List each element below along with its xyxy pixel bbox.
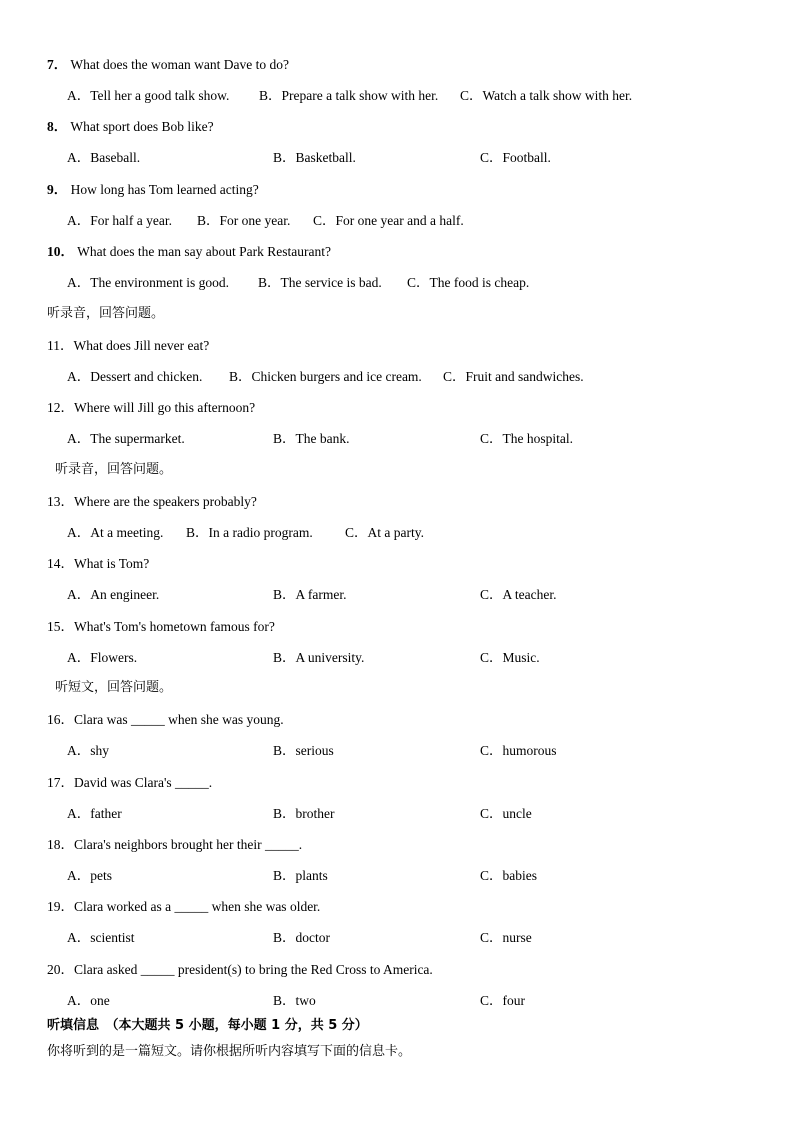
question-text: Clara was _____ when she was young.: [74, 712, 284, 727]
question-number: 11．: [47, 338, 74, 353]
question-text: David was Clara's _____.: [74, 775, 213, 790]
option-b: B．doctor: [273, 930, 330, 945]
question-17: [47, 774, 212, 792]
question-text: What's Tom's hometown famous for?: [74, 619, 275, 634]
question-text: What does Jill never eat?: [73, 338, 210, 353]
option-c: C．uncle: [480, 806, 532, 821]
option-a: A．Flowers.: [67, 650, 138, 665]
option-b: B．A farmer.: [273, 587, 347, 602]
question-text: How long has Tom learned acting?: [70, 182, 259, 197]
question-number: 14．: [47, 556, 74, 571]
question-text: Clara asked _____ president(s) to bring the Red Cross to America.: [74, 962, 433, 977]
question-number: 12．: [47, 400, 74, 415]
option-a: A．The environment is good.: [67, 275, 229, 290]
option-b: B．The bank.: [273, 431, 350, 446]
option-a: A．father: [67, 806, 122, 821]
question-number: 15．: [47, 619, 74, 634]
option-a: A．Baseball.: [67, 150, 141, 165]
option-b: B．In a radio program.: [186, 525, 313, 540]
question-number: 8．: [47, 119, 68, 134]
option-b: B．A university.: [273, 650, 365, 665]
option-a: A．one: [67, 993, 110, 1008]
question-12: [47, 399, 255, 417]
option-c: C．four: [480, 993, 525, 1008]
option-a: A．Tell her a good talk show.: [67, 88, 230, 103]
question-7: [47, 56, 289, 74]
question-number: 9．: [47, 182, 68, 197]
option-c: C．At a party.: [345, 525, 424, 540]
instruction-listen: 听录音，回答问题。: [55, 462, 173, 477]
question-text: What does the woman want Dave to do?: [70, 57, 289, 72]
question-text: Where are the speakers probably?: [74, 494, 257, 509]
section-title: 听填信息 （本大题共 5 小题，每小题 1 分，共 5 分）: [47, 1018, 368, 1033]
question-number: 13．: [47, 494, 74, 509]
question-number: 10．: [47, 244, 74, 259]
option-c: C．Football.: [480, 150, 551, 165]
option-c: C．Watch a talk show with her.: [460, 88, 633, 103]
question-number: 16．: [47, 712, 74, 727]
question-14: [47, 555, 149, 573]
question-8: [47, 118, 214, 136]
question-text: Where will Jill go this afternoon?: [74, 400, 256, 415]
option-b: B．For one year.: [197, 213, 291, 228]
option-c: C．Music.: [480, 650, 540, 665]
question-number: 19．: [47, 899, 74, 914]
question-9: [47, 181, 259, 199]
option-c: C．The hospital.: [480, 431, 573, 446]
question-number: 20．: [47, 962, 74, 977]
question-19: [47, 898, 320, 916]
option-c: C．A teacher.: [480, 587, 557, 602]
option-b: B．serious: [273, 743, 334, 758]
question-18: [47, 836, 302, 854]
question-15: [47, 618, 275, 636]
option-a: A．The supermarket.: [67, 431, 185, 446]
question-10: [47, 243, 331, 261]
question-text: What is Tom?: [74, 556, 150, 571]
section-description: 你将听到的是一篇短文。请你根据所听内容填写下面的信息卡。: [47, 1044, 412, 1059]
question-text: What does the man say about Park Restaurant?: [77, 244, 331, 259]
option-b: B．The service is bad.: [258, 275, 382, 290]
option-b: B．plants: [273, 868, 328, 883]
question-text: Clara worked as a _____ when she was older.: [74, 899, 321, 914]
question-16: [47, 711, 284, 729]
option-a: A．pets: [67, 868, 112, 883]
question-text: Clara's neighbors brought her their _____.: [74, 837, 303, 852]
option-c: C．babies: [480, 868, 537, 883]
option-c: C．nurse: [480, 930, 532, 945]
option-b: B．brother: [273, 806, 335, 821]
option-a: A．Dessert and chicken.: [67, 369, 203, 384]
option-b: B．Chicken burgers and ice cream.: [229, 369, 422, 384]
option-c: C．humorous: [480, 743, 557, 758]
question-13: [47, 493, 257, 511]
question-number: 7．: [47, 57, 68, 72]
option-c: C．For one year and a half.: [313, 213, 464, 228]
option-a: A．scientist: [67, 930, 135, 945]
option-a: A．At a meeting.: [67, 525, 164, 540]
question-number: 18．: [47, 837, 74, 852]
option-c: C．The food is cheap.: [407, 275, 530, 290]
question-text: What sport does Bob like?: [70, 119, 214, 134]
option-a: A．shy: [67, 743, 110, 758]
option-a: A．An engineer.: [67, 587, 160, 602]
question-20: [47, 961, 433, 979]
instruction-listen: 听短文，回答问题。: [55, 680, 173, 695]
question-11: [47, 337, 209, 355]
option-b: B．two: [273, 993, 316, 1008]
option-b: B．Prepare a talk show with her.: [259, 88, 439, 103]
instruction-listen: 听录音，回答问题。: [47, 306, 165, 321]
question-number: 17．: [47, 775, 74, 790]
option-b: B．Basketball.: [273, 150, 356, 165]
option-c: C．Fruit and sandwiches.: [443, 369, 584, 384]
option-a: A．For half a year.: [67, 213, 172, 228]
